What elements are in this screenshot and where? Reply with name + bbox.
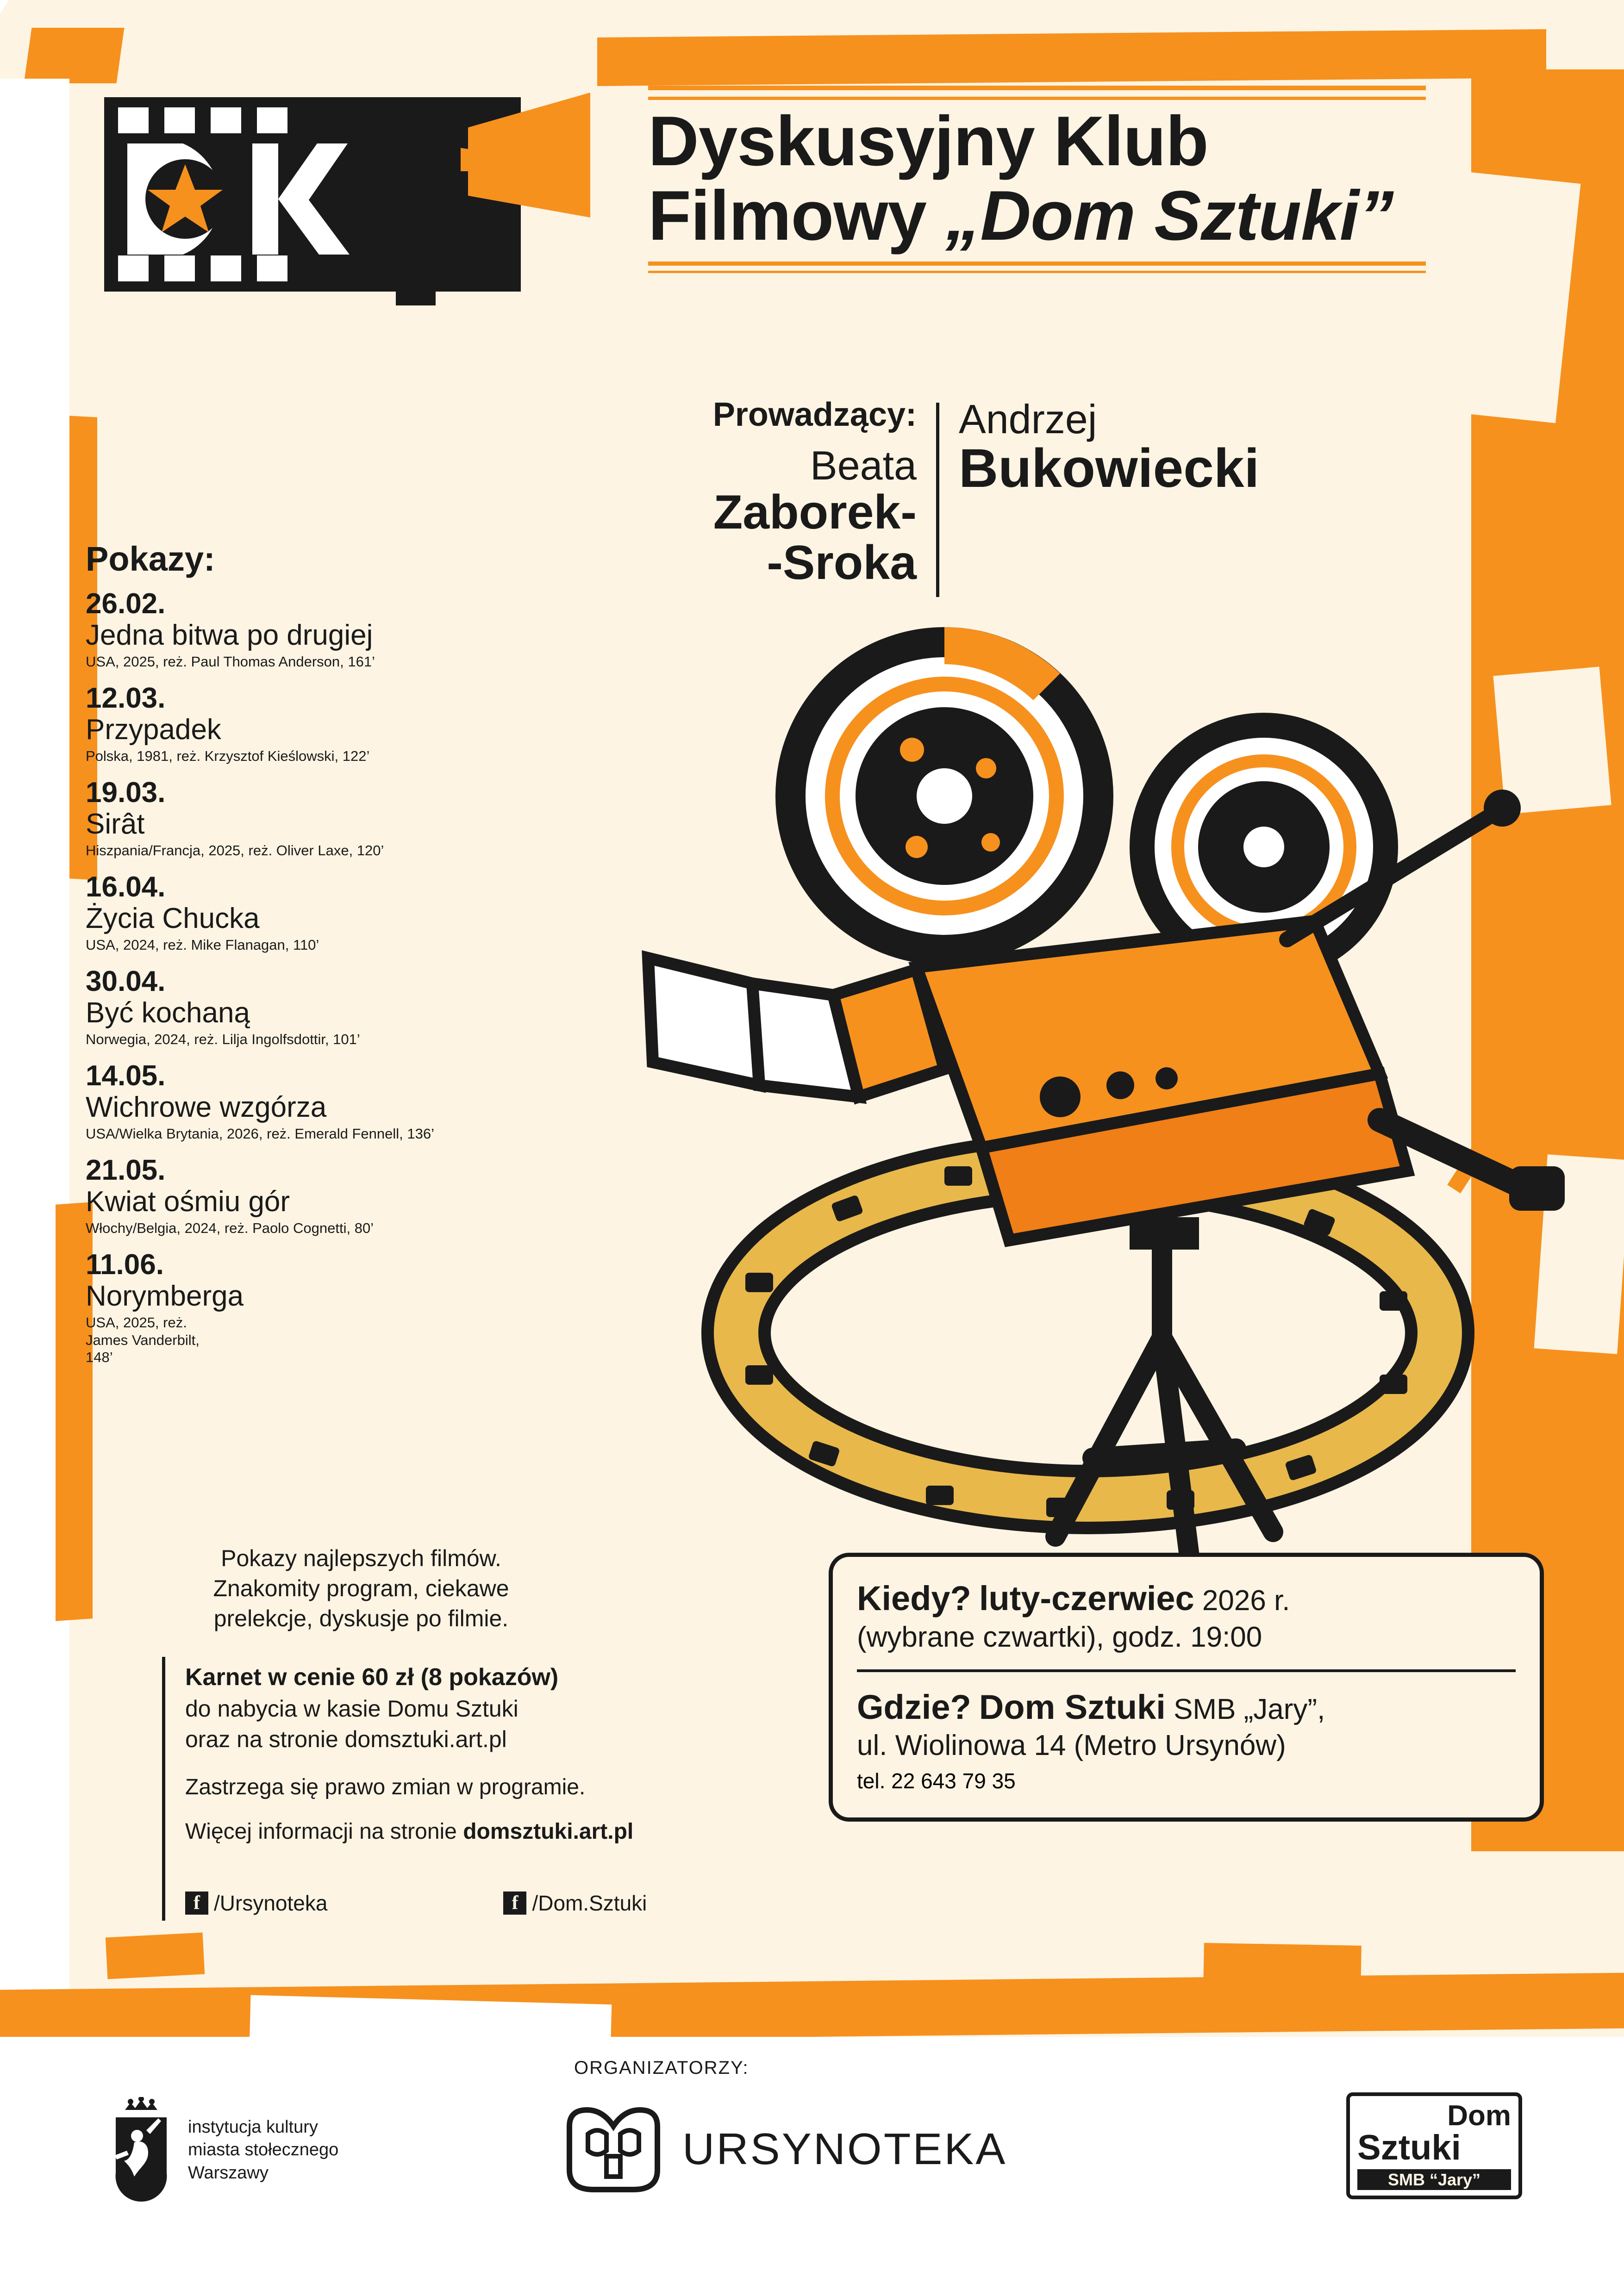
film-title: Sirât (86, 808, 145, 840)
film-title: Jedna bitwa po drugiej (86, 619, 373, 651)
dom-sztuki-logo (1346, 2092, 1522, 2199)
film-date: 19.03. (86, 776, 166, 809)
ursynoteka-mark-icon (560, 2101, 667, 2198)
social-links (185, 1891, 694, 1916)
ticket-price-line: Karnet w cenie 60 zł (8 pokazów) (185, 1664, 559, 1691)
movie-camera-illustration-icon (593, 551, 1574, 1624)
list-item (86, 589, 558, 671)
warsaw-line-3: Warszawy (188, 2163, 269, 2183)
host-1-last-name: Zaborek- (713, 485, 917, 540)
list-item (86, 683, 558, 765)
background-orange-accent-1 (106, 1933, 205, 1979)
ticket-line-2: do nabycia w kasie Domu Sztuki (185, 1695, 518, 1722)
film-title: Wichrowe wzgórza (86, 1091, 327, 1123)
title-line-2 (648, 176, 1528, 255)
host-1-last-name-2: -Sroka (767, 536, 917, 590)
dom-sztuki-line-1: Dom (1447, 2100, 1511, 2132)
where-line-1 (857, 1686, 1516, 1729)
social-label: /Dom.Sztuki (532, 1891, 647, 1915)
background-orange-accent-2 (1203, 1943, 1362, 1992)
social-label: /Ursynoteka (214, 1891, 328, 1915)
film-meta: USA, 2025, reż. Paul Thomas Anderson, 161’ (86, 653, 375, 670)
warsaw-mermaid-icon (106, 2097, 176, 2203)
title-line-2-b: „Dom Sztuki” (945, 176, 1393, 255)
film-date: 14.05. (86, 1059, 166, 1092)
film-meta: Polska, 1981, reż. Krzysztof Kieślowski, 122’ (86, 748, 370, 765)
social-link-ursynoteka[interactable] (185, 1891, 327, 1916)
blurb-line-3: prelekcje, dyskusje po filmie. (213, 1605, 509, 1631)
ticket-info (185, 1661, 639, 1755)
host-1-first-name: Beata (810, 442, 917, 488)
film-title: Norymberga (86, 1280, 244, 1312)
facebook-icon: f (185, 1892, 208, 1915)
screenings-heading: Pokazy: (86, 540, 215, 578)
program-change-notice: Zastrzega się prawo zmian w programie. (185, 1775, 586, 1799)
dom-sztuki-line-3: SMB “Jary” (1357, 2169, 1511, 2190)
footer-logos (0, 2092, 1624, 2259)
film-meta: Hiszpania/Francja, 2025, reż. Oliver Laxe, 120’ (86, 842, 384, 859)
venue-phone: tel. 22 643 79 35 (857, 1769, 1016, 1793)
social-link-domsztuki[interactable] (503, 1891, 647, 1916)
screenings-list (86, 539, 558, 1379)
background-bottom-notch (250, 1995, 612, 2055)
page-title (648, 104, 1528, 253)
when-question-label: Kiedy? (857, 1579, 971, 1618)
title-line-1: Dyskusyjny Klub (648, 102, 1208, 180)
website-link[interactable]: domsztuki.art.pl (463, 1819, 634, 1844)
facebook-icon: f (503, 1892, 526, 1915)
blurb-line-2: Znakomity program, ciekawe (213, 1575, 509, 1601)
film-title: Życia Chucka (86, 902, 260, 934)
left-vertical-rule (162, 1657, 165, 1921)
warsaw-line-2: miasta stołecznego (188, 2140, 339, 2160)
film-date: 12.03. (86, 682, 166, 714)
warsaw-city-logo (106, 2097, 338, 2203)
rule-3 (648, 261, 1426, 266)
title-top-rules (648, 86, 1426, 100)
where-address: ul. Wiolinowa 14 (Metro Ursynów) (857, 1730, 1286, 1762)
film-title: Być kochaną (86, 996, 250, 1029)
details-separator (857, 1669, 1516, 1672)
host-2-last-name: Bukowiecki (959, 438, 1260, 499)
host-right (939, 398, 1259, 497)
details-box (829, 1553, 1544, 1822)
dkf-logo-icon (100, 79, 600, 319)
more-info-prefix: Więcej informacji na stronie (185, 1819, 463, 1844)
blurb-text (185, 1543, 537, 1634)
list-item (86, 778, 558, 859)
rule-4 (648, 271, 1426, 273)
dom-sztuki-line-2: Sztuki (1357, 2128, 1461, 2167)
ticket-line-3: oraz na stronie domsztuki.art.pl (185, 1726, 507, 1752)
background-left-white-edge (0, 79, 69, 2022)
rule-1 (648, 86, 1426, 90)
list-item (86, 966, 558, 1048)
when-line-2: (wybrane czwartki), godz. 19:00 (857, 1621, 1262, 1653)
film-date: 11.06. (86, 1248, 164, 1281)
film-meta: Norwegia, 2024, reż. Lilja Ingolfsdottir, 101’ (86, 1031, 360, 1047)
host-2-first-name: Andrzej (959, 396, 1097, 442)
title-line-2-a: Filmowy (648, 176, 946, 255)
when-year: 2026 r. (1194, 1585, 1290, 1617)
ursynoteka-wordmark: URSYNOTEKA (682, 2124, 1007, 2174)
film-date: 26.02. (86, 588, 166, 620)
ursynoteka-logo (560, 2101, 1007, 2198)
where-question-label: Gdzie? (857, 1687, 971, 1726)
film-date: 30.04. (86, 965, 166, 997)
blurb-line-1: Pokazy najlepszych filmów. (221, 1545, 501, 1571)
background-orange-bottom-band (0, 1973, 1624, 2046)
hosts-label: Prowadzący: (712, 396, 917, 433)
film-meta: USA/Wielka Brytania, 2026, reż. Emerald Fennell, 136’ (86, 1125, 434, 1142)
film-title: Kwiat ośmiu gór (86, 1185, 290, 1218)
list-item (86, 872, 558, 954)
list-item (86, 1250, 558, 1367)
list-item (86, 1061, 558, 1143)
warsaw-line-1: instytucja kultury (188, 2117, 318, 2137)
film-title: Przypadek (86, 713, 221, 746)
rule-2 (648, 97, 1426, 100)
venue-name: Dom Sztuki (979, 1687, 1166, 1726)
when-line-1 (857, 1577, 1516, 1620)
poster-header (0, 0, 1624, 370)
organizers-label: ORGANIZATORZY: (574, 2058, 749, 2078)
film-date: 16.04. (86, 871, 166, 903)
film-date: 21.05. (86, 1154, 166, 1186)
warsaw-logo-text (188, 2116, 338, 2184)
venue-suffix: SMB „Jary”, (1165, 1693, 1325, 1725)
list-item (86, 1155, 558, 1237)
film-meta: Włochy/Belgia, 2024, reż. Paolo Cognetti, 80’ (86, 1220, 374, 1236)
when-period: luty-czerwiec (979, 1579, 1194, 1618)
film-meta: USA, 2025, reż. James Vanderbilt, 148’ (86, 1314, 200, 1366)
film-meta: USA, 2024, reż. Mike Flanagan, 110’ (86, 937, 319, 953)
more-info-line (185, 1819, 671, 1844)
